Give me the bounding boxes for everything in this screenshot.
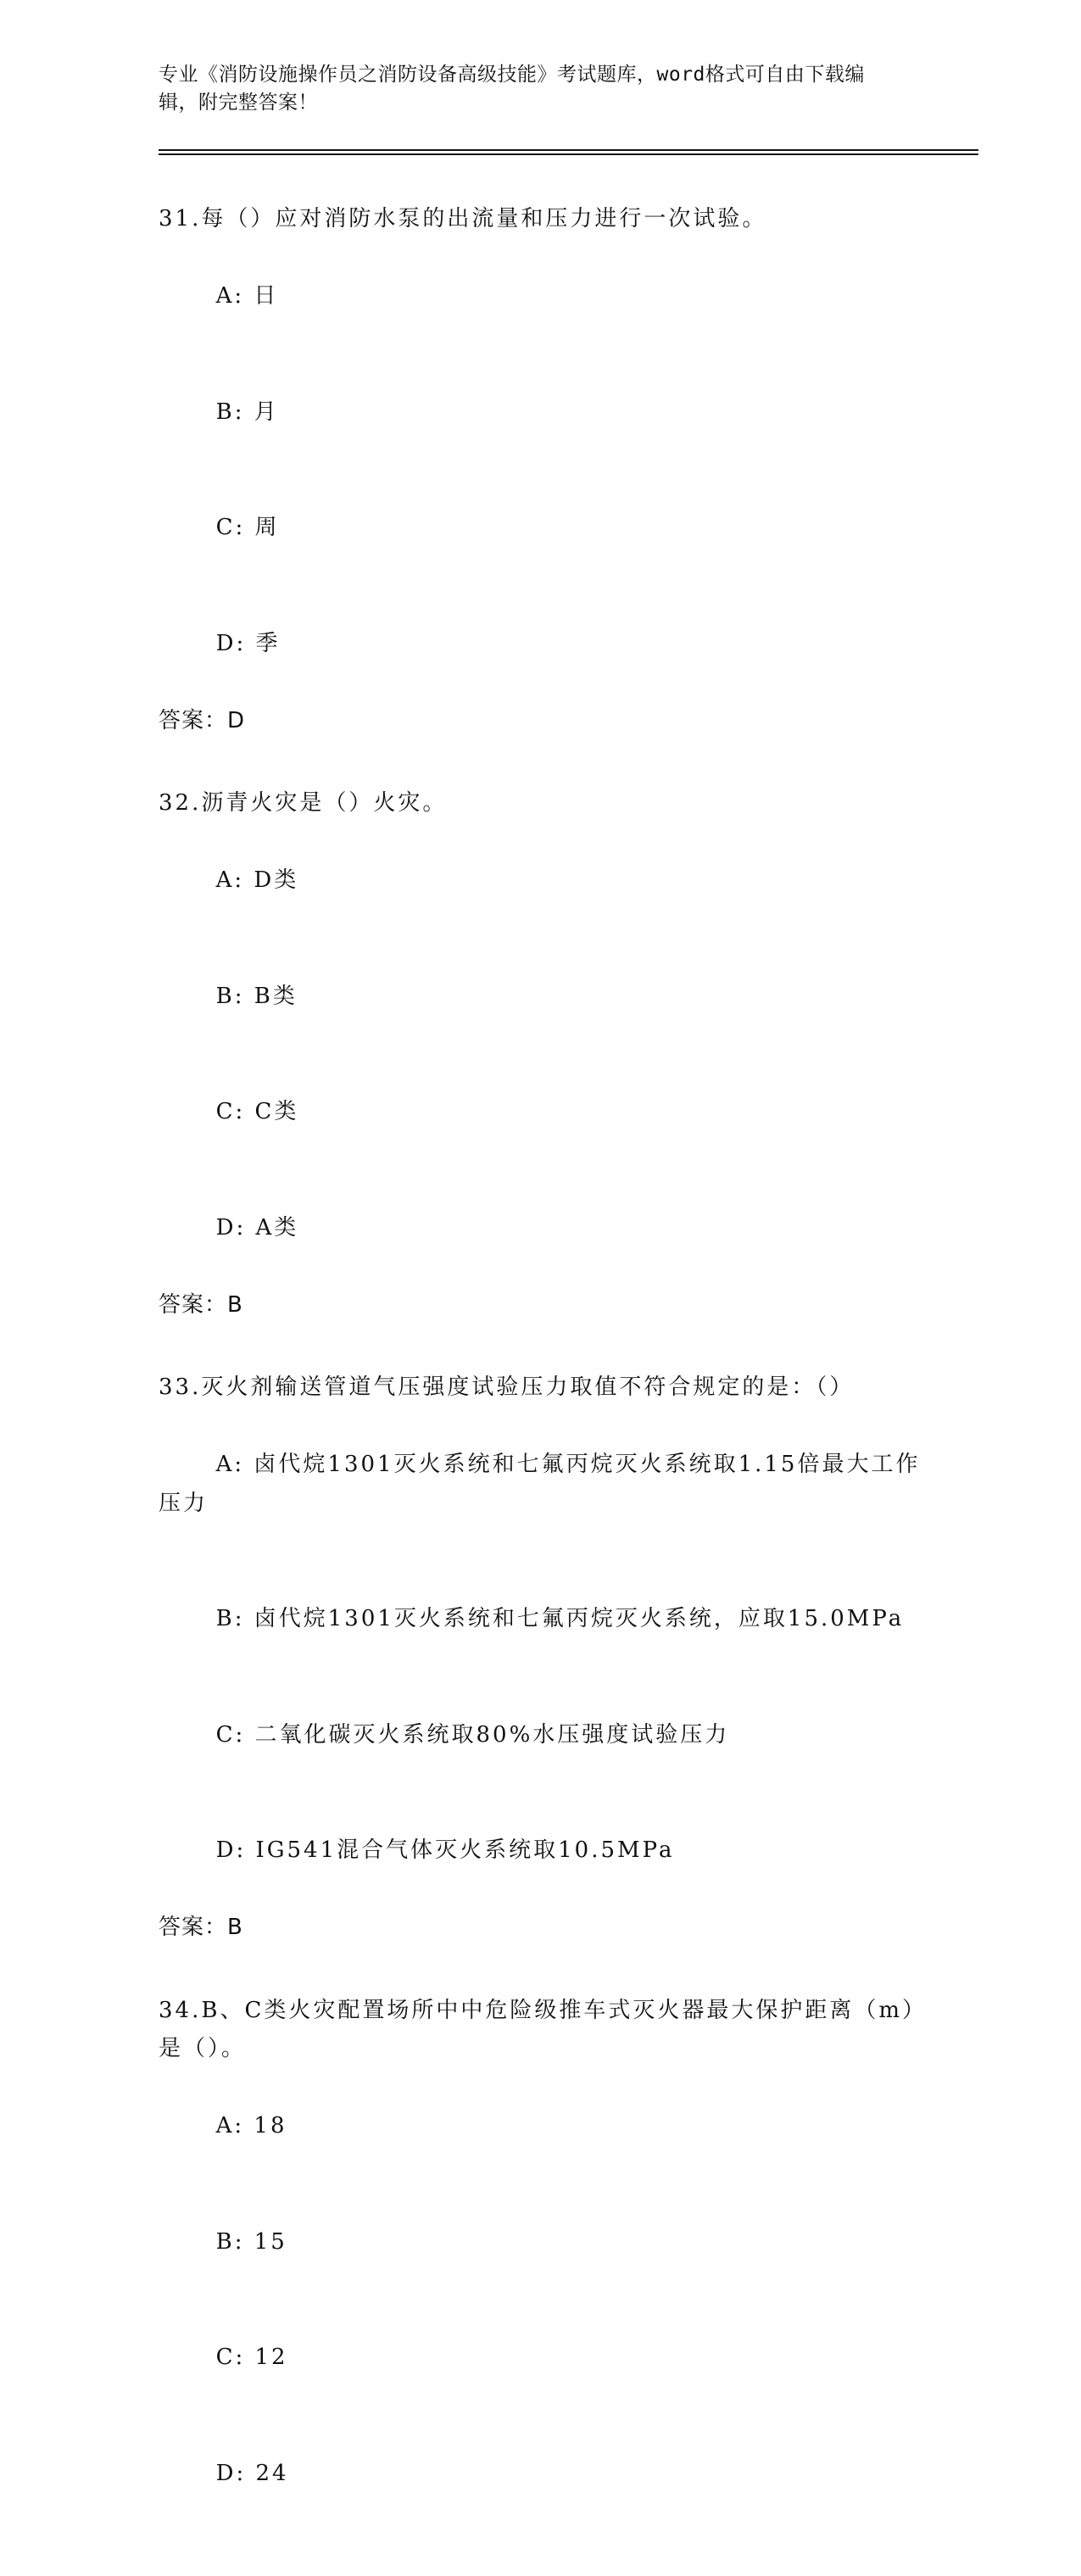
option-d (159, 2416, 922, 2532)
question-stem: 33.灭火剂输送管道气压强度试验压力取值不符合规定的是：（） (159, 1374, 855, 1400)
option-a (159, 1408, 922, 1562)
question-stem-line-2: 是（）。 (159, 2036, 247, 2061)
header-divider-top (159, 149, 978, 151)
option-d (159, 1170, 922, 1286)
option-text: 卤代烷1301灭火系统和七氟丙烷灭火系统，应取15.0MPa (254, 1606, 905, 1631)
question-stem: 32.沥青火灾是（）火灾。 (159, 790, 448, 816)
option-b (159, 2184, 922, 2300)
option-b (159, 1562, 922, 1678)
option-a (159, 239, 922, 355)
option-text: C类 (254, 1099, 299, 1124)
document-header (159, 61, 922, 117)
option-key: A: (215, 1452, 245, 1477)
option-text: 日 (254, 283, 279, 309)
option-key: C: (215, 2345, 246, 2370)
option-key: B: (215, 2228, 245, 2255)
option-text: 18 (254, 2113, 287, 2138)
option-text: A类 (255, 1214, 299, 1241)
option-text: D类 (254, 867, 299, 893)
option-key: C: (215, 1721, 246, 1748)
option-key: B: (215, 1606, 245, 1631)
option-text: 24 (255, 2460, 289, 2486)
question-34 (159, 1992, 928, 2532)
option-key: C: (215, 515, 246, 540)
option-key: D: (215, 1837, 247, 1863)
option-key: A: (215, 283, 245, 309)
option-text: 周 (254, 515, 280, 540)
option-c (159, 1055, 922, 1171)
option-text: IG541混合气体灭火系统取10.5MPa (255, 1837, 675, 1863)
option-c (159, 2300, 922, 2417)
header-divider-bottom (159, 153, 978, 155)
question-31 (159, 200, 922, 740)
option-a (159, 823, 922, 940)
answer-line: 答案：B (159, 1291, 243, 1318)
option-b (159, 939, 922, 1055)
answer-line: 答案：D (159, 707, 246, 733)
option-text: 月 (254, 399, 279, 425)
option-key: B: (215, 399, 245, 425)
option-key: D: (215, 2460, 247, 2486)
option-key: A: (215, 867, 245, 893)
header-line-2: 辑，附完整答案！ (159, 92, 318, 114)
answer-line: 答案：B (159, 1915, 243, 1940)
option-key: C: (215, 1099, 246, 1124)
option-key: B: (215, 983, 245, 1009)
question-stem: 31.每（）应对消防水泵的出流量和压力进行一次试验。 (159, 206, 767, 231)
option-b (159, 354, 922, 471)
option-text: 卤代烷1301灭火系统和七氟丙烷灭火系统取1.15倍最大工作压力 (159, 1452, 921, 1516)
option-key: D: (215, 1214, 247, 1241)
header-line-1: 专业《消防设施操作员之消防设备高级技能》考试题库，word格式可自由下载编 (159, 64, 865, 86)
option-key: D: (215, 630, 247, 656)
question-33 (159, 1369, 922, 1948)
question-stem-line-1: 34.B、C类火灾配置场所中中危险级推车式灭火器最大保护距离（m） (159, 1997, 928, 2023)
option-text: 二氧化碳灭火系统取80%水压强度试验压力 (254, 1721, 730, 1748)
question-list (159, 200, 928, 2576)
option-key: A: (215, 2113, 245, 2138)
option-d (159, 586, 922, 702)
option-text: 季 (255, 630, 281, 656)
option-c (159, 1677, 922, 1793)
question-32 (159, 784, 922, 1324)
option-text: 12 (254, 2345, 288, 2370)
option-a (159, 2069, 922, 2185)
option-d (159, 1793, 922, 1910)
option-c (159, 471, 922, 587)
option-text: B类 (254, 983, 298, 1009)
option-text: 15 (254, 2228, 287, 2255)
